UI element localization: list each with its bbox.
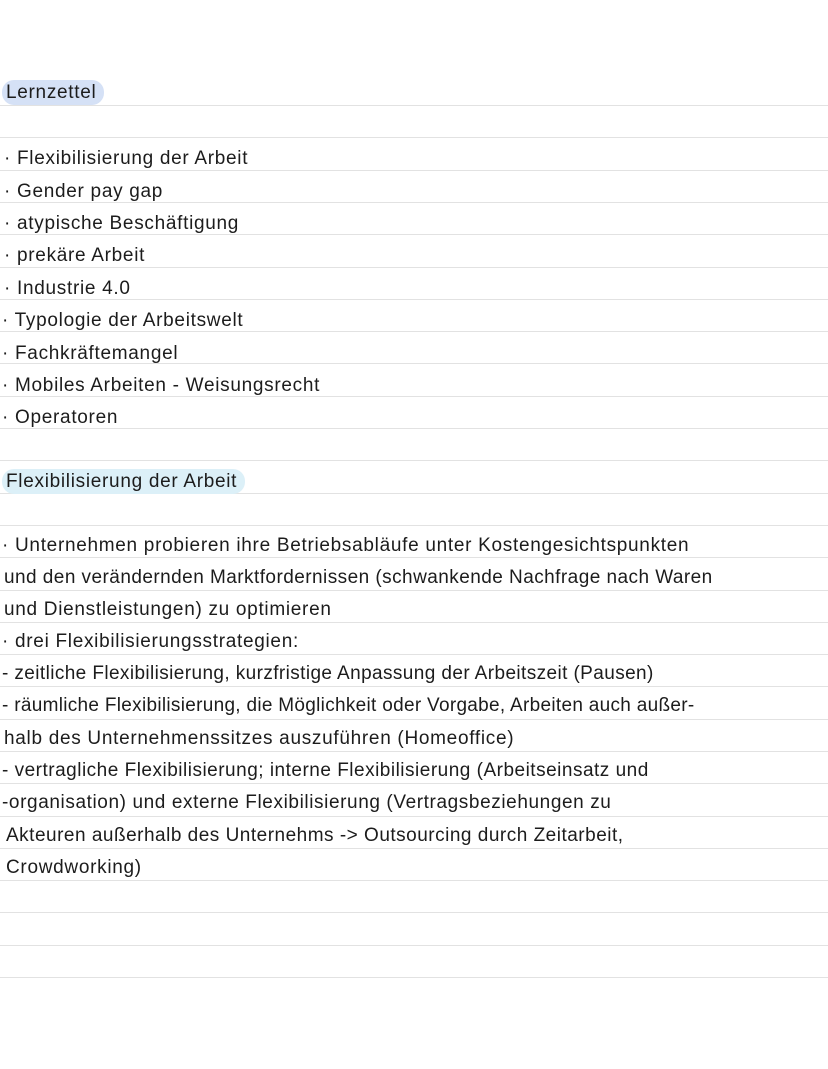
topic-item: · Typologie der Arbeitswelt: [2, 310, 244, 331]
ruled-line: [0, 977, 828, 978]
body-line: · Unternehmen probieren ihre Betriebsabläufe unter Kostengesichtspunkten: [2, 535, 690, 556]
body-line: · drei Flexibilisierungsstrategien:: [2, 631, 299, 652]
ruled-line: [0, 137, 828, 138]
body-line: - räumliche Flexibilisierung, die Möglichkeit oder Vorgabe, Arbeiten auch außer-: [2, 695, 695, 716]
page-title: Lernzettel: [2, 80, 104, 105]
ruled-line: [0, 816, 828, 817]
topic-item: · Industrie 4.0: [4, 278, 131, 299]
body-line: halb des Unternehmenssitzes auszuführen (Homeoffice): [4, 728, 515, 749]
ruled-line: [0, 912, 828, 913]
body-line: - vertragliche Flexibilisierung; interne Flexibilisierung (Arbeitseinsatz und: [2, 760, 649, 781]
topic-item: · Mobiles Arbeiten - Weisungsrecht: [2, 375, 321, 396]
ruled-line: [0, 945, 828, 946]
body-line: -organisation) und externe Flexibilisierung (Vertragsbeziehungen zu: [2, 792, 612, 813]
topic-item: · atypische Beschäftigung: [4, 213, 240, 234]
section-heading: Flexibilisierung der Arbeit: [2, 469, 245, 494]
topic-item: · Flexibilisierung der Arbeit: [4, 148, 249, 169]
topic-item: · Operatoren: [2, 407, 119, 428]
body-line: und den verändernden Marktfordernissen (schwankende Nachfrage nach Waren: [4, 567, 713, 588]
title-row: [6, 80, 104, 106]
body-line: Akteuren außerhalb des Unternehms -> Outsourcing durch Zeitarbeit,: [6, 825, 624, 846]
ruled-line: [0, 460, 828, 461]
ruled-line: [0, 428, 828, 429]
topic-item: · Gender pay gap: [4, 181, 164, 202]
body-line: - zeitliche Flexibilisierung, kurzfristige Anpassung der Arbeitszeit (Pausen): [2, 663, 654, 684]
section-heading-row: [6, 469, 245, 495]
topic-item: · prekäre Arbeit: [4, 245, 146, 266]
body-line: und Dienstleistungen) zu optimieren: [4, 599, 332, 620]
ruled-line: [0, 105, 828, 106]
body-line: Crowdworking): [6, 857, 142, 878]
topic-item: · Fachkräftemangel: [2, 343, 179, 364]
ruled-line: [0, 719, 828, 720]
ruled-line: [0, 525, 828, 526]
